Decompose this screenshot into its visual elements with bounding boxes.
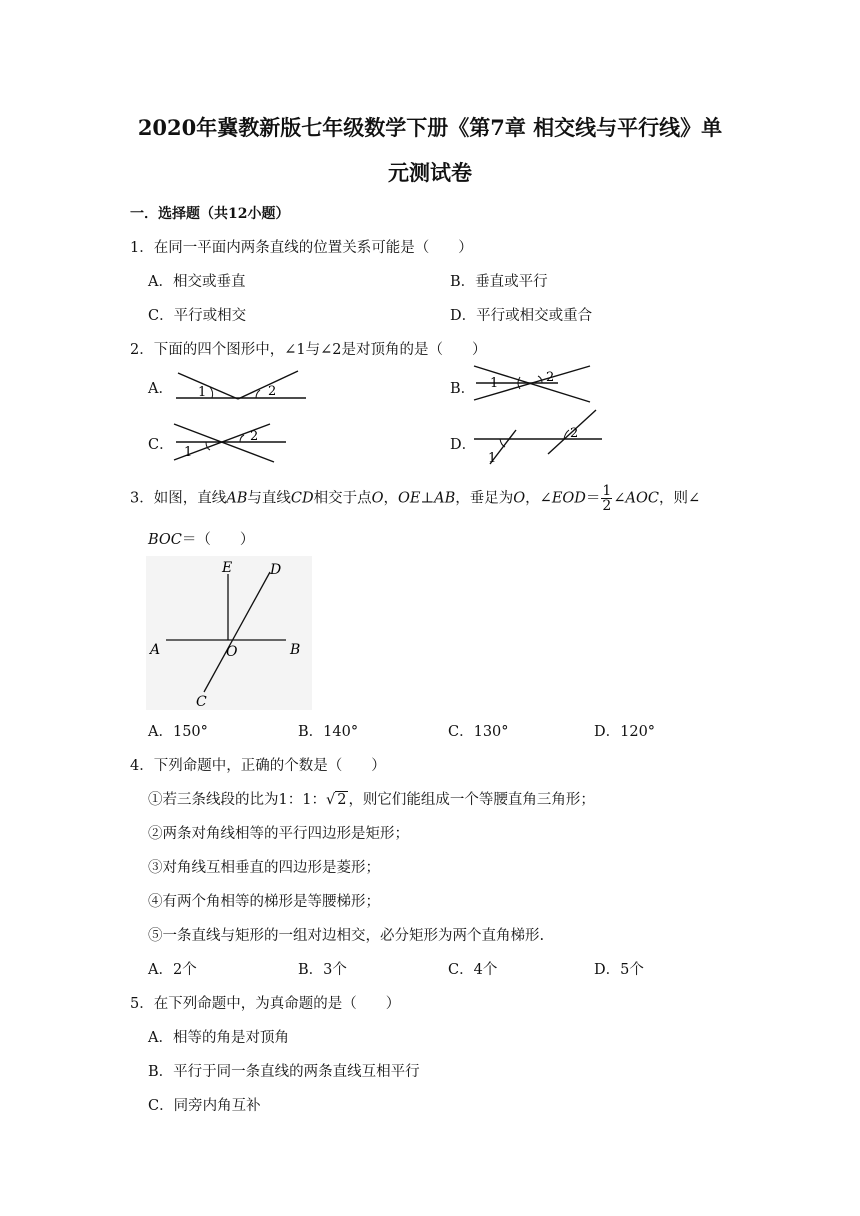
- q3-option-d: D．120°: [594, 724, 656, 740]
- q5-option-a: A．相等的角是对顶角: [148, 1030, 289, 1046]
- document-title-line-2: 元测试卷: [388, 160, 472, 185]
- q5-option-c: C．同旁内角互补: [148, 1098, 261, 1114]
- q4-item-1: [148, 788, 595, 809]
- q2-figure-b: [470, 360, 600, 404]
- sqrt-icon: √ 2: [325, 792, 347, 808]
- section-heading: 一．选择题（共12小题）: [130, 206, 290, 222]
- q1-option-b: B．垂直或平行: [450, 274, 548, 290]
- q2c-angle-2-label: 2: [250, 429, 259, 444]
- q3-stem-text: ＝（ ）: [181, 532, 255, 548]
- q2b-angle-1-label: 1: [490, 376, 499, 391]
- q3-var: O: [513, 490, 526, 507]
- q4-option-a: A．2个: [148, 962, 197, 978]
- q4-item-1-pre: ①若三条线段的比为1：1：: [148, 792, 326, 808]
- q1-option-d: D．平行或相交或重合: [450, 308, 593, 324]
- q3-fraction-numerator: 1: [602, 483, 612, 499]
- q2-figure-a: [170, 365, 310, 401]
- q3-fraction: [601, 484, 612, 513]
- q3-label-e: E: [222, 560, 233, 576]
- q3-stem-text: 3．如图，直线: [130, 490, 227, 507]
- q2-option-d: D．: [450, 437, 477, 453]
- q2-figure-c: [170, 418, 290, 464]
- q3-stem-text: 与直线: [247, 490, 291, 507]
- question-3-stem-line-1: [130, 484, 700, 513]
- q3-figure: [146, 556, 312, 710]
- q3-var: O: [371, 490, 384, 507]
- q3-var: AOC: [625, 490, 659, 507]
- q2b-angle-2-label: 2: [546, 370, 555, 385]
- q3-stem-text: ＝: [585, 490, 601, 507]
- question-1-stem: 1．在同一平面内两条直线的位置关系可能是（ ）: [130, 240, 473, 256]
- q3-var: AB: [434, 490, 456, 507]
- q3-option-b: B．140°: [298, 724, 359, 740]
- q3-var: BOC: [148, 532, 182, 548]
- q3-label-d: D: [270, 562, 282, 578]
- q3-option-c: C．130°: [448, 724, 509, 740]
- q2-option-a: A．: [148, 381, 173, 397]
- question-4-stem: 4．下列命题中，正确的个数是（ ）: [130, 758, 386, 774]
- q3-stem-text: ∠: [613, 490, 626, 507]
- q3-label-o: O: [226, 644, 238, 660]
- q4-item-3: ③对角线互相垂直的四边形是菱形；: [148, 860, 380, 876]
- q3-var: EOD: [551, 490, 586, 507]
- q2c-angle-1-label: 1: [184, 445, 193, 460]
- question-3-stem-line-2: [148, 528, 254, 549]
- q2-option-b: B．: [450, 381, 476, 397]
- q3-var: CD: [290, 490, 314, 507]
- q3-var: AB: [226, 490, 248, 507]
- q3-option-a: A．150°: [148, 724, 208, 740]
- q1-option-a: A．相交或垂直: [148, 274, 246, 290]
- q3-stem-text: ⊥: [420, 490, 435, 507]
- q3-label-b: B: [290, 642, 301, 658]
- q1-option-c: C．平行或相交: [148, 308, 247, 324]
- q3-label-a: A: [150, 642, 161, 658]
- q4-option-b: B．3个: [298, 962, 347, 978]
- q5-option-b: B．平行于同一条直线的两条直线互相平行: [148, 1064, 420, 1080]
- q4-item-4: ④有两个角相等的梯形是等腰梯形；: [148, 894, 380, 910]
- q4-radicand: 2: [337, 792, 347, 808]
- q3-fraction-denominator: 2: [602, 498, 612, 514]
- q3-stem-text: ，则∠: [658, 490, 701, 507]
- q4-option-d: D．5个: [594, 962, 644, 978]
- question-5-stem: 5．在下列命题中，为真命题的是（ ）: [130, 996, 401, 1012]
- q2d-angle-2-label: 2: [570, 426, 579, 441]
- question-2-stem: 2．下面的四个图形中，∠1与∠2是对顶角的是（ ）: [130, 342, 487, 358]
- q4-item-5: ⑤一条直线与矩形的一组对边相交，必分矩形为两个直角梯形.: [148, 928, 545, 944]
- q3-label-c: C: [196, 694, 207, 710]
- q4-item-2: ②两条对角线相等的平行四边形是矩形；: [148, 826, 409, 842]
- q3-var: OE: [398, 490, 421, 507]
- q3-stem-text: ，垂足为: [455, 490, 514, 507]
- q3-stem-text: ，: [383, 490, 398, 507]
- q2-figure-d: [470, 406, 604, 468]
- q3-stem-text: ，∠: [525, 490, 552, 507]
- q4-option-c: C．4个: [448, 962, 498, 978]
- q2a-angle-2-label: 2: [268, 384, 277, 399]
- q2d-angle-1-label: 1: [488, 451, 497, 466]
- q4-item-1-post: ，则它们能组成一个等腰直角三角形；: [348, 792, 595, 808]
- document-title-line-1: 2020年冀教新版七年级数学下册《第7章 相交线与平行线》单: [137, 115, 723, 140]
- q2a-angle-1-label: 1: [198, 385, 207, 400]
- q2-option-c: C．: [148, 437, 174, 453]
- q3-stem-text: 相交于点: [313, 490, 372, 507]
